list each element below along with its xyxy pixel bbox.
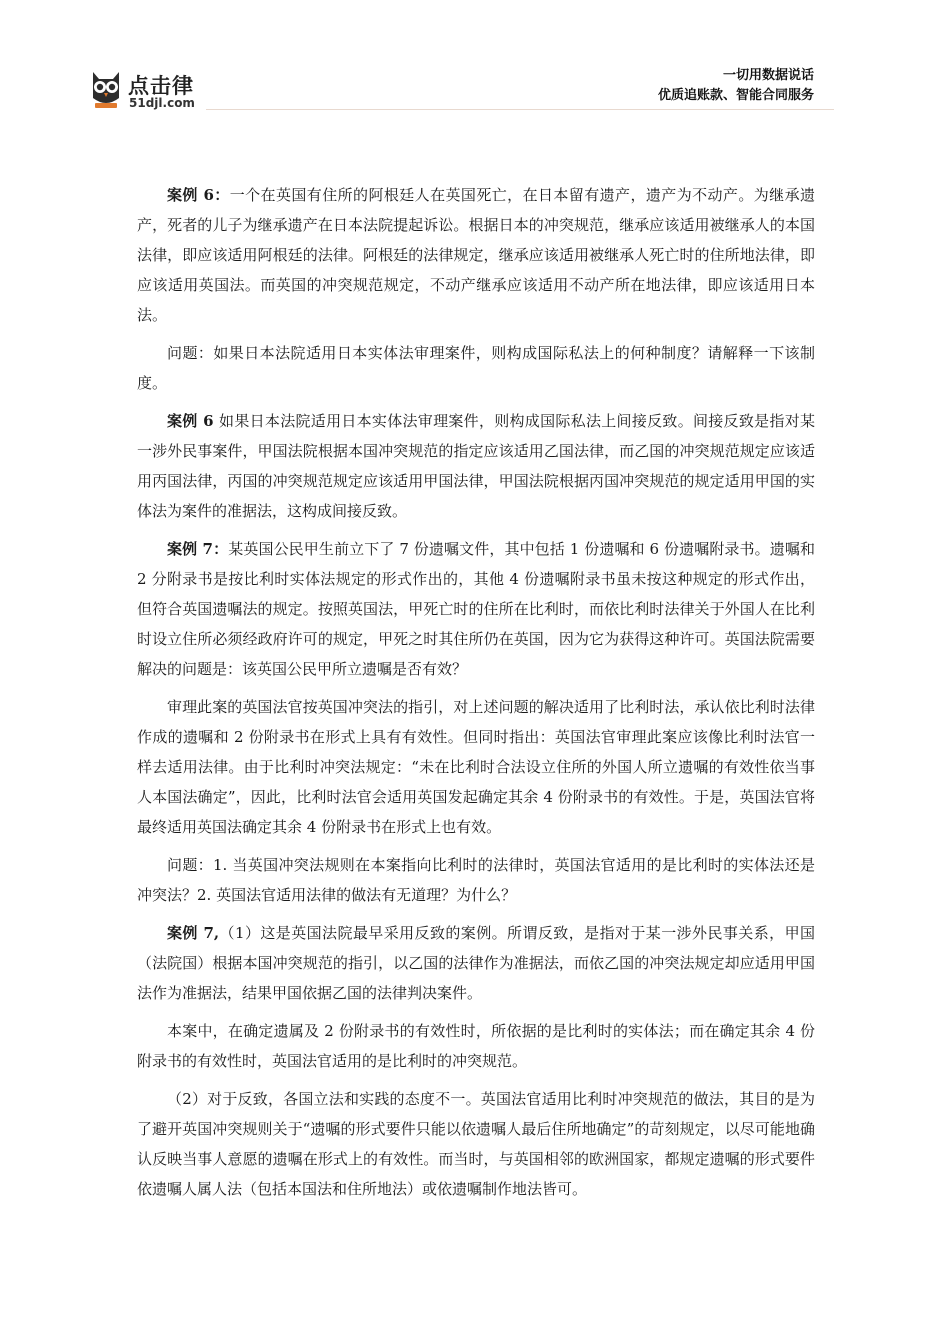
paragraph [137, 534, 815, 684]
paragraph [137, 1016, 815, 1076]
owl-logo-icon [88, 68, 124, 110]
case-label: 案例 7, [167, 924, 220, 942]
paragraph-text: 如果日本法院适用日本实体法审理案件，则构成国际私法上间接反致。间接反致是指对某一涉外民事案件，甲国法院根据本国冲突规范的指定应该适用乙国法律，而乙国的冲突规范规定应该适用丙国法律，丙国的冲突规范规定应该适用甲国法律，甲国法院根据丙国冲突规范的规定适用甲国的实体法为案件的准据法，这构成间接反致。 [137, 412, 815, 520]
header-divider [206, 109, 834, 110]
paragraph-text: （1）这是英国法院最早采用反致的案例。所谓反致，是指对于某一涉外民事关系，甲国（法院国）根据本国冲突规范的指引，以乙国的法律作为准据法，而依乙国的冲突法规定却应适用甲国法作为准据法，结果甲国依据乙国的法律判决案件。 [137, 924, 815, 1002]
header-slogan [658, 66, 814, 106]
paragraph-text: 本案中，在确定遗属及 2 份附录书的有效性时，所依据的是比利时的实体法；而在确定其余 4 份附录书的有效性时，英国法官适用的是比利时的冲突规范。 [137, 1022, 815, 1070]
paragraph-text: （2）对于反致，各国立法和实践的态度不一。英国法官适用比利时冲突规范的做法，其目的是为了避开英国冲突规则关于“遗嘱的形式要件只能以依遗嘱人最后住所地确定”的苛刻规定，以尽可能地确认反映当事人意愿的遗嘱在形式上的有效性。而当时，与英国相邻的欧洲国家，都规定遗嘱的形式要件依遗嘱人属人法（包括本国法和住所地法）或依遗嘱制作地法皆可。 [137, 1090, 815, 1198]
paragraph [137, 406, 815, 526]
logo [88, 68, 208, 116]
paragraph [137, 180, 815, 330]
case-label: 案例 6 [167, 412, 220, 430]
paragraph [137, 338, 815, 398]
case-label: 案例 7： [167, 540, 229, 558]
slogan-line-2: 优质追账款、智能合同服务 [657, 88, 814, 103]
page-header [0, 0, 950, 120]
paragraph [137, 918, 815, 1008]
paragraph [137, 850, 815, 910]
paragraph-text: 问题：如果日本法院适用日本实体法审理案件，则构成国际私法上的何种制度？请解释一下该制度。 [137, 344, 815, 392]
paragraph-text: 问题：1. 当英国冲突法规则在本案指向比利时的法律时，英国法官适用的是比利时的实体法还是冲突法？2. 英国法官适用法律的做法有无道理？为什么？ [137, 856, 815, 904]
logo-domain: 51djl.com [129, 96, 195, 110]
case-label: 案例 6： [167, 186, 230, 204]
paragraph-text: 审理此案的英国法官按英国冲突法的指引，对上述问题的解决适用了比利时法，承认依比利时法律作成的遗嘱和 2 份附录书在形式上具有有效性。但同时指出：英国法官审理此案应该像比利时法官一样去适用法律。由于比利时冲突法规定：“未在比利时合法设立住所的外国人所立遗嘱的有效性依当事人本国法确定”，因此，比利时法官会适用英国发起确定其余 4 份附录书的有效性。于是，英国法官将最终适用英国法确定其余 4 份附录书在形式上也有效。 [137, 698, 815, 836]
paragraph-text: 一个在英国有住所的阿根廷人在英国死亡，在日本留有遗产，遗产为不动产。为继承遗产，死者的儿子为继承遗产在日本法院提起诉讼。根据日本的冲突规范，继承应该适用被继承人的本国法律，即应该适用阿根廷的法律。阿根廷的法律规定，继承应该适用被继承人死亡时的住所地法律，即应该适用英国法。而英国的冲突规范规定，不动产继承应该适用不动产所在地法律，即应该适用日本法。 [137, 186, 815, 324]
document-body [137, 180, 815, 1212]
paragraph [137, 692, 815, 842]
paragraph [137, 1084, 815, 1204]
paragraph-text: 某英国公民甲生前立下了 7 份遗嘱文件，其中包括 1 份遗嘱和 6 份遗嘱附录书。遗嘱和 2 分附录书是按比利时实体法规定的形式作出的，其他 4 份遗嘱附录书虽未按这种规定的形式作出，但符合英国遗嘱法的规定。按照英国法，甲死亡时的住所在比利时，而依比利时法律关于外国人在比利时设立住所必须经政府许可的规定，甲死之时其住所仍在英国，因为它为获得这种许可。英国法院需要解决的问题是：该英国公民甲所立遗嘱是否有效？ [137, 540, 815, 678]
slogan-line-1: 一切用数据说话 [722, 68, 814, 83]
logo-name: 点击律 [128, 74, 194, 98]
